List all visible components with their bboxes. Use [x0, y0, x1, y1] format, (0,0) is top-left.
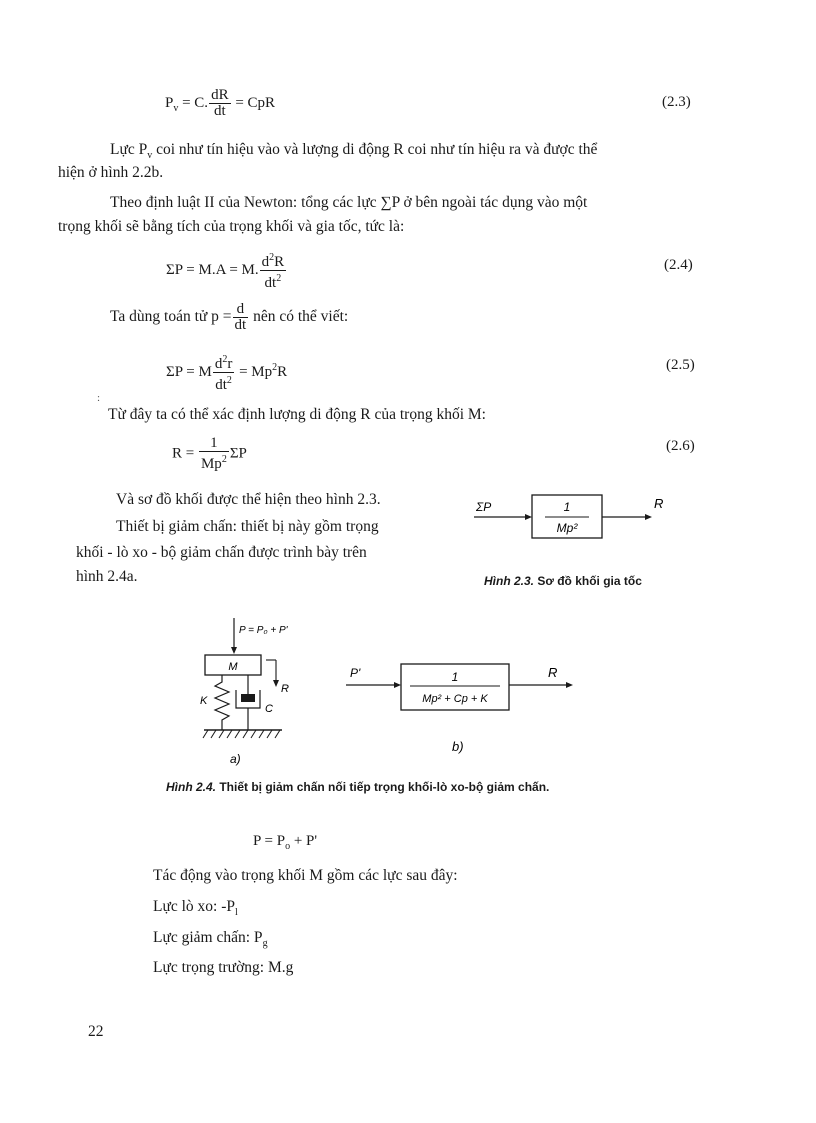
arrowhead-icon	[231, 647, 237, 654]
equation-2-6: R = $\frac{1}{Mp^2}$ ΣP	[172, 435, 247, 472]
force-label: P = P₀ + P'	[239, 625, 288, 636]
figure-caption: Hình 2.3. Sơ đồ khối gia tốc	[484, 574, 642, 588]
paragraph-line: Thiết bị giảm chấn: thiết bị này gồm trọng	[116, 518, 379, 535]
paragraph-line: Lực $P_v$ coi như tín hiệu vào và lượng di động R coi như tín hiệu ra và được thể	[110, 141, 598, 162]
block-denominator: Mp²	[556, 521, 578, 535]
input-label: P'	[350, 666, 361, 680]
figure-caption: Hình 2.4. Thiết bị giảm chấn nối tiếp trọng khối-lò xo-bộ giảm chấn.	[166, 780, 550, 794]
paragraph-line: hình 2.4a.	[76, 568, 138, 585]
output-label: R	[548, 665, 558, 680]
paragraph-line: Từ đây ta có thể xác định lượng di động R của trọng khối M:	[108, 406, 486, 423]
figure-2-4a-mass-spring-damper	[190, 612, 310, 772]
arrowhead-icon	[394, 682, 401, 688]
spring-label: K	[200, 695, 208, 707]
paragraph-line: Ta dùng toán tử p = $\frac{d}{dt}$ nên có thể viết:	[110, 301, 349, 333]
figure-2-4b-block-diagram	[340, 650, 590, 760]
damper-piston	[241, 694, 255, 702]
equation-number: (2.3)	[662, 94, 691, 110]
displacement-label: R	[281, 683, 289, 695]
output-label: R	[654, 496, 664, 511]
force-item: Lực lò xo: $-P_l$	[153, 898, 238, 919]
paragraph-line: Tác động vào trọng khối M gồm các lực sau đây:	[153, 867, 458, 884]
equation-p: $P = P_o + P'$	[253, 833, 318, 852]
ground-hatch	[203, 730, 280, 738]
paragraph-line: hiện ở hình 2.2b.	[58, 164, 164, 181]
equation-number: (2.4)	[664, 257, 693, 273]
equation-2-4: ΣP = M.A = M. $\frac{d^2R}{dt^2}$	[166, 252, 285, 291]
block-denominator: Mp² + Cp + K	[422, 693, 488, 705]
subfigure-label: a)	[230, 752, 241, 766]
paragraph-line: Và sơ đồ khối được thể hiện theo hình 2.3.	[116, 491, 381, 508]
equation-2-5: ΣP = M $\frac{d^2r}{dt^2}$ = $Mp^2R$	[166, 354, 288, 393]
block-numerator: 1	[563, 500, 571, 514]
arrowhead-icon	[273, 680, 279, 687]
paragraph-line: Theo định luật II của Newton: tổng các lực ∑P ở bên ngoài tác dụng vào một	[110, 194, 588, 211]
equation-number: (2.5)	[666, 357, 695, 373]
equation-2-3: $P_v = C$. $\frac{dR}{dt}$ = CpR	[165, 87, 276, 119]
equation-number: (2.6)	[666, 438, 695, 454]
force-item: Lực giảm chấn: $P_g$	[153, 929, 268, 950]
input-label: ΣP	[476, 500, 492, 514]
force-item: Lực trọng trường: M.g	[153, 959, 294, 976]
paragraph-line: khối - lò xo - bộ giảm chấn được trình bày trên	[76, 544, 367, 561]
spring-icon	[215, 675, 229, 730]
arrowhead-icon	[645, 514, 652, 520]
block-numerator: 1	[451, 670, 459, 684]
paragraph-line: trọng khối sẽ bằng tích của trọng khối và gia tốc, tức là:	[58, 218, 405, 235]
scan-speck: :	[97, 392, 101, 404]
mass-label: M	[228, 661, 238, 673]
page-number: 22	[88, 1023, 104, 1040]
arrowhead-icon	[566, 682, 573, 688]
subfigure-label: b)	[452, 739, 464, 754]
damper-label: C	[265, 703, 273, 715]
arrowhead-icon	[525, 514, 532, 520]
figure-2-3-block-diagram	[470, 486, 690, 546]
